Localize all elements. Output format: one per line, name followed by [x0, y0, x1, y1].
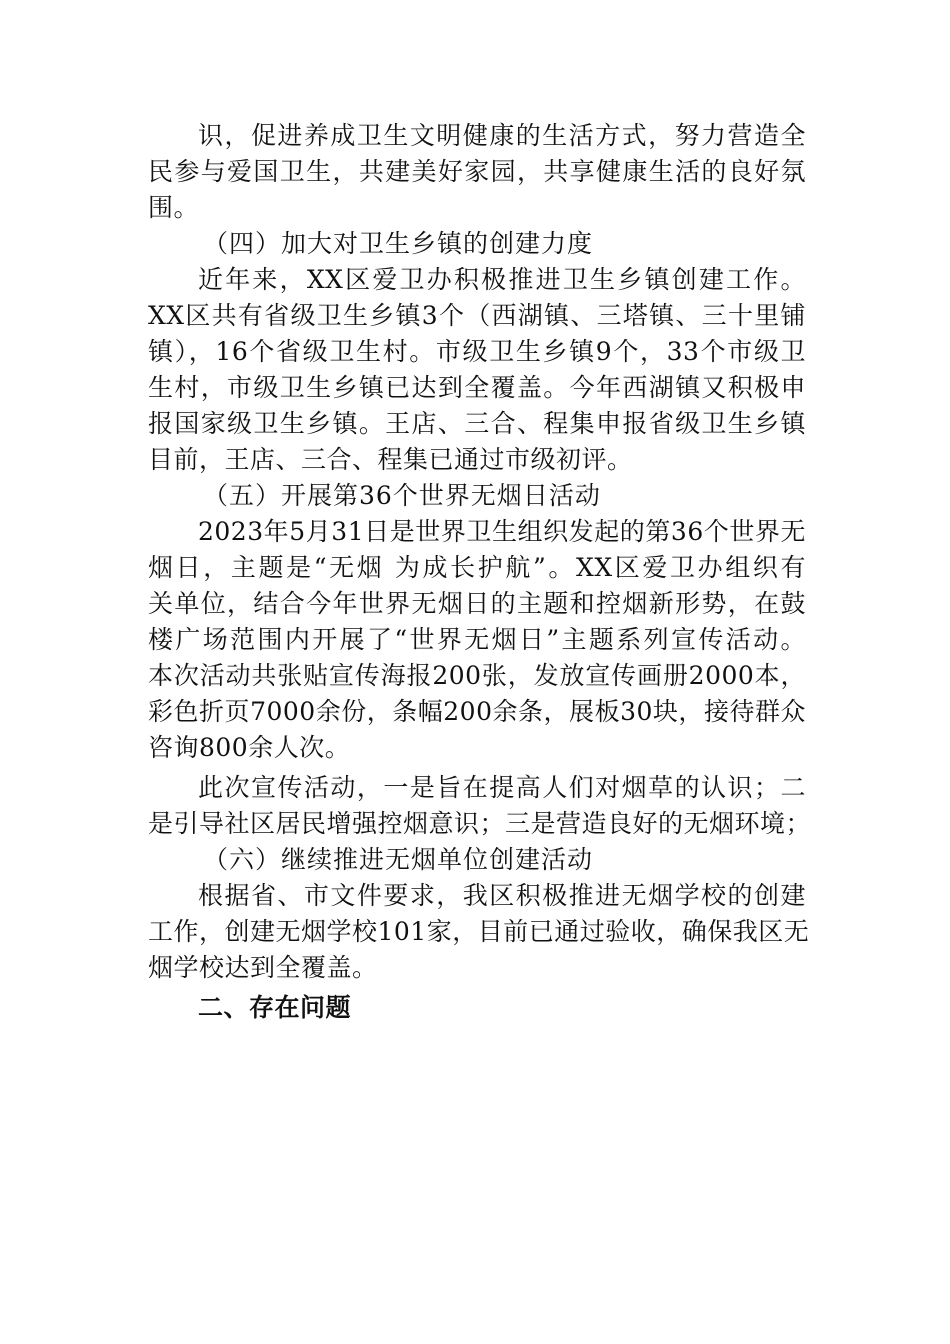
paragraph-5a [148, 514, 806, 766]
paragraph-6 [148, 878, 810, 986]
paragraph-line: 生村，市级卫生乡镇已达到全覆盖。今年西湖镇又积极申 [148, 373, 806, 402]
paragraph-line: 近年来，XX区爱卫办积极推进卫生乡镇创建工作。 [198, 265, 806, 294]
paragraph-line: 烟日，主题是“无烟 为成长护航”。XX区爱卫办组织有 [148, 553, 806, 582]
sub-heading-5: （五）开展第36个世界无烟日活动 [203, 481, 601, 510]
document-page [148, 118, 812, 1026]
paragraph-line: 本次活动共张贴宣传海报200张，发放宣传画册2000本， [148, 661, 806, 690]
paragraph-line: 镇），16个省级卫生村。市级卫生乡镇9个，33个市级卫 [148, 337, 806, 366]
paragraph-4 [148, 262, 806, 478]
paragraph-line: XX区共有省级卫生乡镇3个（西湖镇、三塔镇、三十里铺 [148, 301, 806, 330]
paragraph-line: 围。 [148, 193, 200, 222]
paragraph-line: 是引导社区居民增强控烟意识；三是营造良好的无烟环境； [148, 809, 812, 838]
paragraph-line: 目前，王店、三合、程集已通过市级初评。 [148, 445, 633, 474]
paragraph-5b [148, 770, 812, 842]
sub-heading-4: （四）加大对卫生乡镇的创建力度 [203, 229, 594, 258]
paragraph-line: 民参与爱国卫生，共建美好家园，共享健康生活的良好氛 [148, 157, 806, 186]
paragraph-line: 彩色折页7000余份，条幅200余条，展板30块，接待群众 [148, 697, 806, 726]
paragraph-line: 烟学校达到全覆盖。 [148, 953, 378, 982]
paragraph-line: 根据省、市文件要求，我区积极推进无烟学校的创建 [198, 881, 806, 910]
intro-paragraph [148, 118, 806, 226]
paragraph-line: 2023年5月31日是世界卫生组织发起的第36个世界无 [198, 517, 806, 546]
paragraph-line: 关单位，结合今年世界无烟日的主题和控烟新形势，在鼓 [148, 589, 806, 618]
paragraph-line: 报国家级卫生乡镇。王店、三合、程集申报省级卫生乡镇 [148, 409, 806, 438]
paragraph-line: 识，促进养成卫生文明健康的生活方式，努力营造全 [198, 121, 806, 150]
section-heading-problems: 二、存在问题 [198, 993, 352, 1022]
paragraph-line: 此次宣传活动，一是旨在提高人们对烟草的认识；二 [198, 773, 806, 802]
sub-heading-6: （六）继续推进无烟单位创建活动 [203, 845, 594, 874]
paragraph-line: 工作，创建无烟学校101家，目前已通过验收，确保我区无 [148, 917, 810, 946]
paragraph-line: 楼广场范围内开展了“世界无烟日”主题系列宣传活动。 [148, 625, 806, 654]
paragraph-line: 咨询800余人次。 [148, 733, 351, 762]
